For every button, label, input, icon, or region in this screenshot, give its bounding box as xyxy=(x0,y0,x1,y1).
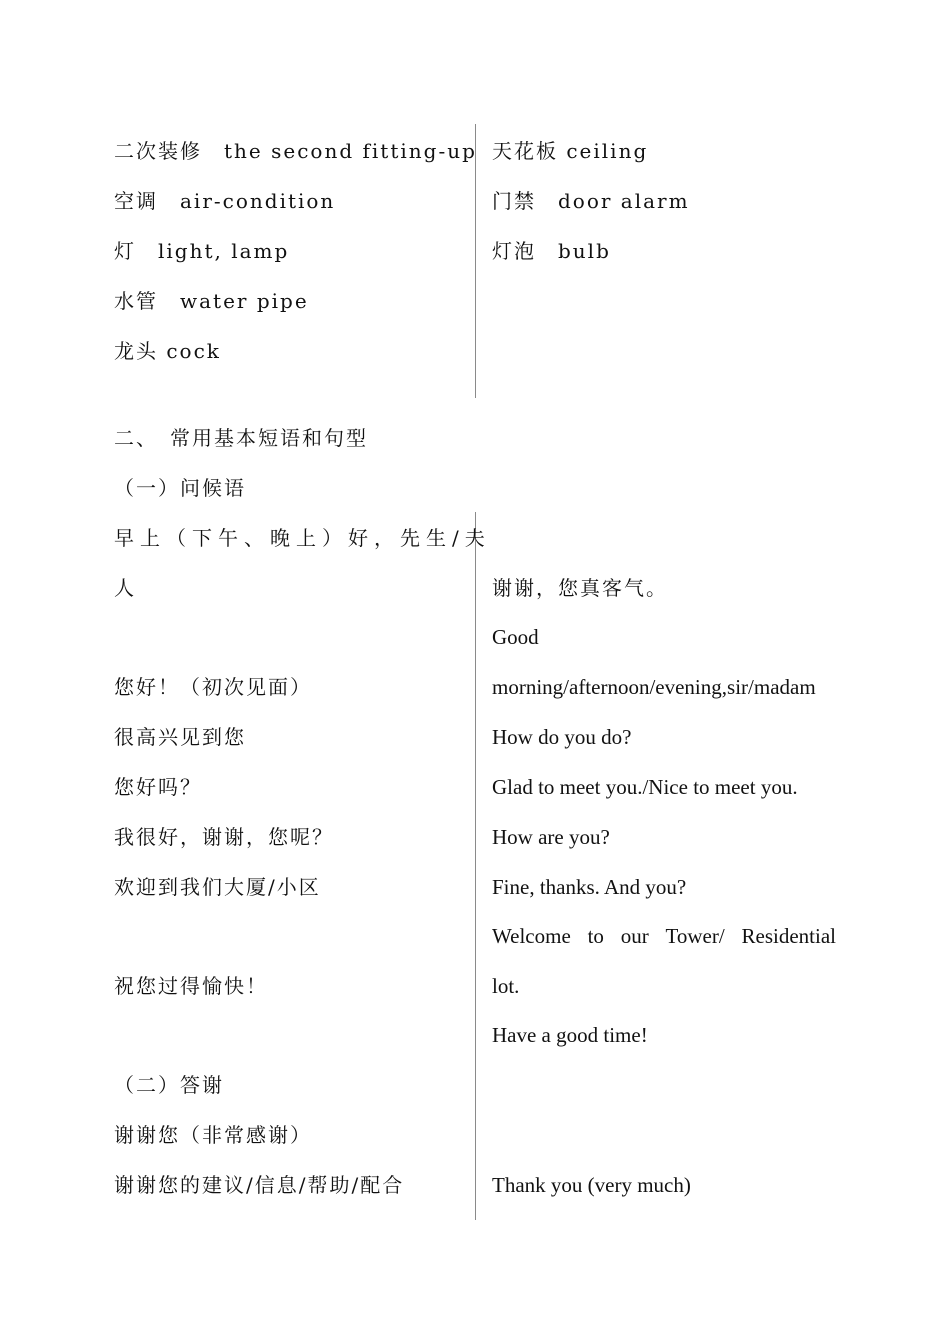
greeting-chinese: 您好吗？ xyxy=(114,775,202,799)
greeting-english: How do you do? xyxy=(492,725,632,749)
greeting-english: How are you? xyxy=(492,825,610,849)
vocab-right-item: 天花板 ceiling xyxy=(492,139,649,163)
welcome-word: Residential xyxy=(741,924,836,948)
greeting-chinese: 早上（下午、晚上）好，先生/夫 xyxy=(114,526,491,550)
greeting-chinese: 我很好，谢谢，您呢？ xyxy=(114,825,334,849)
greeting-english: Fine, thanks. And you? xyxy=(492,875,687,899)
welcome-word: to xyxy=(587,924,604,948)
welcome-word: Welcome xyxy=(492,924,571,948)
greeting-english: Glad to meet you./Nice to meet you. xyxy=(492,775,798,799)
greeting-english: morning/afternoon/evening,sir/madam xyxy=(492,675,816,699)
section-heading: 二、 常用基本短语和句型 xyxy=(114,426,368,450)
vocab-left-item: 空调 air-condition xyxy=(114,189,336,213)
welcome-word: Tower/ xyxy=(665,924,725,948)
column-divider xyxy=(475,512,476,1220)
greeting-chinese: 祝您过得愉快！ xyxy=(114,974,268,998)
greeting-english: Have a good time! xyxy=(492,1023,648,1047)
subsection-heading-greetings: （一）问候语 xyxy=(114,476,246,500)
greeting-english: Good xyxy=(492,625,539,649)
subsection-heading-thanks: （二）答谢 xyxy=(114,1073,224,1097)
greeting-english-justified xyxy=(492,911,836,961)
thanks-chinese: 谢谢您（非常感谢） xyxy=(114,1123,312,1147)
greeting-chinese: 很高兴见到您 xyxy=(114,725,246,749)
thanks-chinese: 谢谢您的建议/信息/帮助/配合 xyxy=(114,1173,405,1197)
greeting-chinese: 人 xyxy=(114,576,136,600)
vocab-left-item: 龙头 cock xyxy=(114,339,221,363)
vocab-left-item: 水管 water pipe xyxy=(114,289,309,313)
welcome-word: our xyxy=(620,924,649,948)
vocab-left-item: 二次装修 the second fitting-up xyxy=(114,139,477,163)
vocab-right-item: 灯泡 bulb xyxy=(492,239,611,263)
greeting-english: 谢谢，您真客气。 xyxy=(492,576,668,600)
vocab-right-item: 门禁 door alarm xyxy=(492,189,690,213)
greeting-chinese: 欢迎到我们大厦/小区 xyxy=(114,875,321,899)
thanks-english: Thank you (very much) xyxy=(492,1173,691,1197)
vocab-left-item: 灯 light, lamp xyxy=(114,239,290,263)
greeting-english: lot. xyxy=(492,974,520,998)
greeting-chinese: 您好！（初次见面） xyxy=(114,675,312,699)
